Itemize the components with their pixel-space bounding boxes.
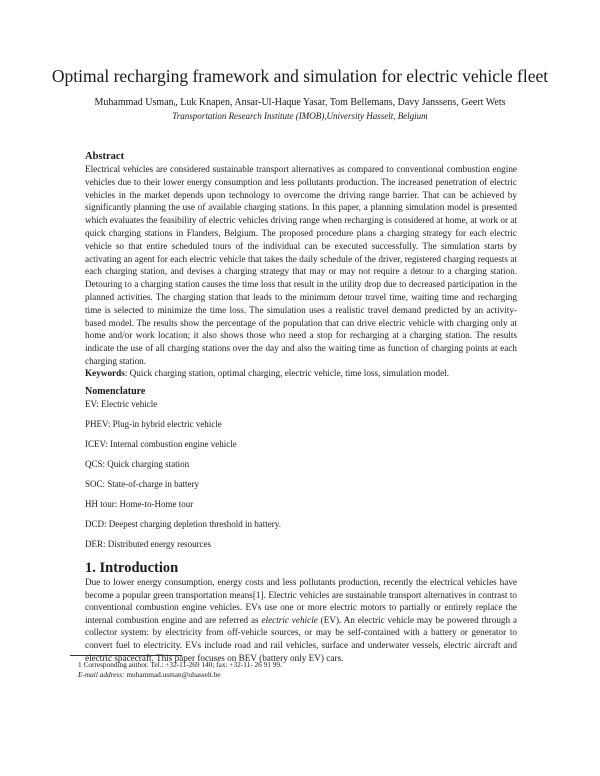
nomenclature-heading: Nomenclature [85,386,146,397]
affiliation: Transportation Research Institute (IMOB),University Hasselt, Belgium [172,111,428,121]
keywords-text: : Quick charging station, optimal charging, electric vehicle, time loss, simulation model. [124,368,450,378]
nomenclature-item: SOC: State-of-charge in battery [85,479,200,489]
email-label: E-mail address: [78,670,125,679]
introduction-body [85,576,517,664]
nomenclature-item: HH tour: Home-to-Home tour [85,499,194,509]
nomenclature-item: ICEV: Internal combustion engine vehicle [85,439,237,449]
footnote-rule [70,655,182,656]
intro-italic-term: electric vehicle [261,614,318,625]
nomenclature-item: PHEV: Plug-in hybrid electric vehicle [85,419,222,429]
footnote-corresponding-author: 1 Corresponding author. Tel.: +32-11-269 140; fax: +32-11- 26 91 99. [78,660,282,669]
nomenclature-item: QCS: Quick charging station [85,459,190,469]
author-list: Muhammad Usmanᵢ, Luk Knapen, Ansar-Ul-Haque Yasar, Tom Bellemans, Davy Janssens, Geert Wets [94,97,506,108]
intro-text-part-1: Due to lower energy consumption, energy costs and less pollutants production, recently the electrical vehicles have become a popular green transportation means[1]. Electric vehicles are sustainable transport alternatives in contrast to conventional combustion engine vehicles. EVs use one or more electric motors to partially or entirely replace the internal combustion engine and are referred as [85,577,517,625]
abstract-body: Electrical vehicles are considered sustainable transport alternatives as compared to conventional combustion engine vehicles due to their lower energy consumption and less pollutants production. The increased penetration of electric vehicles in the market depends upon technology to overcome the driving range barrier. That can be achieved by significantly planning the use of available charging stations. In this paper, a planning simulation model is presented which evaluates the feasibility of electric vehicles driving range when recharging is considered at home, at work or at quick charging stations in Flanders, Belgium. The proposed procedure plans a charging strategy for each electric vehicle so that entire scheduled tours of the individual can be executed successfully. The simulation starts by activating an agent for each electric vehicle that takes the daily schedule of the driver, registered charging requests at each charging station, and devises a charging strategy that may or may not require a detour to a charging station. Detouring to a charging station causes the time loss that result in the utility drop due to decreased participation in the planned activities. The charging station that leads to the minimum detour travel time, waiting time and recharging time is selected to minimize the time loss. The simulation uses a realistic travel demand predicted by an activity-based model. The results show the percentage of the population that can drive electric vehicle with charging only at home and/or work location; it also shows those who need a stop for recharging at a charging station. The results indicate the use of all charging stations over the day and also the waiting time as function of charging points at each charging station. [85,164,517,366]
footnote-email [78,670,221,679]
introduction-heading: 1. Introduction [85,560,179,576]
email-address: muhammad.usman@uhasselt.be [124,670,221,679]
intro-text-part-2: (EV). An electric vehicle may be powered through a collector system: by electricity from off-vehicle sources, or may be self-contained with a battery or generator to convert fuel to electricity. EVs include road and rail vehicles, surface and underwater vessels, electric aircraft and electric spacecraft. This paper focuses on BEV (battery only EV) cars. [85,614,518,663]
keywords [85,367,517,379]
nomenclature-item: EV: Electric vehicle [85,399,158,409]
nomenclature-item: DCD: Deepest charging depletion threshold in battery. [85,519,281,529]
keywords-label: Keywords [85,368,125,378]
paper-title: Optimal recharging framework and simulation for electric vehicle fleet [51,66,549,86]
nomenclature-item: DER: Distributed energy resources [85,539,212,549]
abstract-heading: Abstract [85,151,125,162]
